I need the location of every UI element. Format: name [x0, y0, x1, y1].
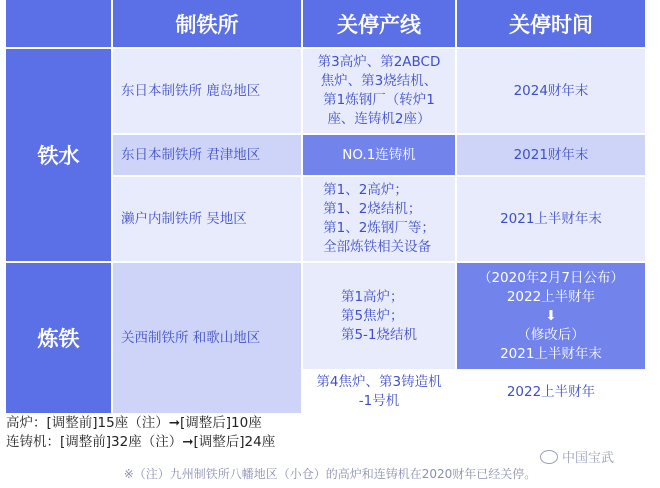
note-continuous-caster: 连铸机：[调整前]32座（注）➞[调整后]24座: [6, 434, 276, 450]
lines-cell: 第4焦炉、第3铸造机 -1号机: [303, 371, 455, 413]
time-cell: 2021上半财年末: [457, 177, 645, 261]
lines-cell: 第3高炉、第2ABCD 焦炉、第3烧结机、 第1炼钢厂（转炉1 座、连铸机2座）: [303, 49, 455, 133]
plant-cell: 关西制铁所 和歌山地区: [113, 263, 301, 413]
lines-cell: NO.1连铸机: [303, 135, 455, 175]
header-corner: [6, 0, 111, 47]
footnote: ※（注）九州制铁所八幡地区（小仓）的高炉和连铸机在2020财年已经关停。: [123, 467, 537, 481]
plant-cell: 濑户内制铁所 吴地区: [113, 177, 301, 261]
category-hot-metal: 铁水: [6, 49, 111, 261]
wechat-icon: [540, 450, 558, 464]
note-blast-furnace: 高炉：[调整前]15座（注）➞[调整后]10座: [6, 415, 262, 431]
watermark: 中国宝武: [540, 447, 614, 466]
category-ironmaking: 炼铁: [6, 263, 111, 413]
lines-cell: 第1、2高炉； 第1、2烧结机； 第1、2炼钢厂等； 全部炼铁相关设备: [303, 177, 455, 261]
plant-cell: 东日本制铁所 君津地区: [113, 135, 301, 175]
plant-cell: 东日本制铁所 鹿岛地区: [113, 49, 301, 133]
time-cell: 2021财年末: [457, 135, 645, 175]
header-lines: 关停产线: [303, 0, 455, 47]
arrow-down-icon: ⬇: [545, 307, 557, 324]
time-cell: 2024财年末: [457, 49, 645, 133]
time-cell: 2022上半财年: [457, 371, 645, 413]
header-plant: 制铁所: [113, 0, 301, 47]
notes: [6, 414, 275, 452]
time-cell: （2020年2月7日公布） 2022上半财年 ⬇ （修改后） 2021上半财年末: [457, 263, 645, 369]
lines-cell: 第1高炉； 第5焦炉； 第5-1烧结机: [303, 263, 455, 369]
header-time: 关停时间: [457, 0, 645, 47]
